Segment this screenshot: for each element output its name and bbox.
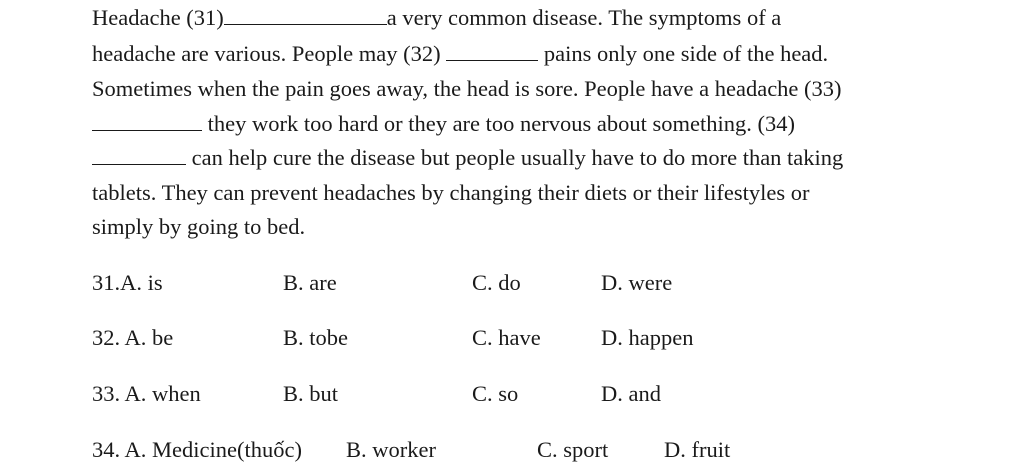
passage-text: pains only one side of the head. bbox=[543, 41, 829, 66]
q33-option-b: B. but bbox=[283, 381, 339, 406]
blank-34 bbox=[92, 144, 186, 165]
q34-option-a: 34. A. Medicine(thuốc) bbox=[92, 437, 302, 462]
passage-line-1 bbox=[92, 4, 781, 32]
passage-line-5 bbox=[92, 144, 843, 172]
passage-line-4 bbox=[92, 110, 795, 138]
passage-text: a very common disease. The symptoms of a bbox=[386, 5, 782, 30]
passage-line-7 bbox=[92, 213, 305, 241]
q32-option-a: 32. A. be bbox=[92, 325, 174, 350]
q34-option-d: D. fruit bbox=[664, 437, 731, 462]
q33-option-a: 33. A. when bbox=[92, 381, 201, 406]
passage-text: Headache (31) bbox=[92, 5, 224, 30]
blank-31 bbox=[224, 4, 387, 25]
passage-text: can help cure the disease but people usually have to do more than taking bbox=[191, 145, 844, 170]
q31-option-a: 31.A. is bbox=[92, 270, 163, 295]
q31-option-b: B. are bbox=[283, 270, 337, 295]
passage-line-3 bbox=[92, 75, 842, 103]
q32-option-d: D. happen bbox=[601, 325, 694, 350]
q32-option-c: C. have bbox=[472, 325, 541, 350]
passage-line-2 bbox=[92, 40, 828, 68]
q34-option-b: B. worker bbox=[346, 437, 436, 462]
q33-option-c: C. so bbox=[472, 381, 519, 406]
passage-text: simply by going to bed. bbox=[92, 214, 306, 239]
blank-32 bbox=[446, 40, 538, 61]
passage-text: headache are various. People may (32) bbox=[92, 41, 441, 66]
q31-option-c: C. do bbox=[472, 270, 521, 295]
passage-text: Sometimes when the pain goes away, the head is sore. People have a headache (33) bbox=[92, 76, 842, 101]
passage-text: they work too hard or they are too nervous about something. (34) bbox=[207, 111, 795, 136]
q33-option-d: D. and bbox=[601, 381, 661, 406]
blank-33 bbox=[92, 110, 202, 131]
passage-text: tablets. They can prevent headaches by changing their diets or their lifestyles or bbox=[92, 180, 810, 205]
q34-option-c: C. sport bbox=[537, 437, 609, 462]
passage-line-6 bbox=[92, 179, 809, 207]
q32-option-b: B. tobe bbox=[283, 325, 348, 350]
q31-option-d: D. were bbox=[601, 270, 673, 295]
